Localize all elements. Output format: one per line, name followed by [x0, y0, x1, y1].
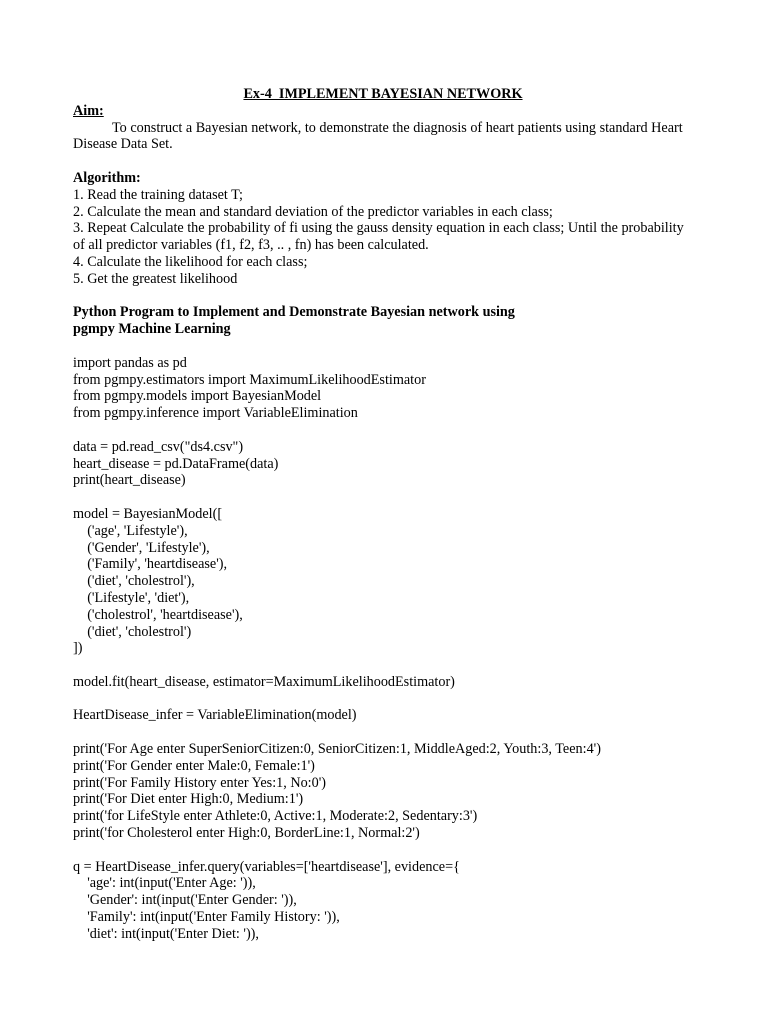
code-line: from pgmpy.models import BayesianModel — [73, 388, 322, 405]
code-line: print('for Cholesterol enter High:0, BorderLine:1, Normal:2') — [73, 825, 420, 842]
code-line: ('Lifestyle', 'diet'), — [73, 589, 190, 606]
code-line: ('diet', 'cholestrol') — [73, 623, 192, 640]
aim-text: To construct a Bayesian network, to demonstrate the diagnosis of heart patients using standard Heart Disease Data Set. — [73, 119, 683, 153]
code-line: print('for LifeStyle enter Athlete:0, Active:1, Moderate:2, Sedentary:3') — [73, 808, 478, 825]
spacer — [73, 842, 693, 859]
algorithm-step: 3. Repeat Calculate the probability of fi using the gauss density equation in each class; Until the probability of all predictor variables (f1, f2, f3, .. , fn) has been calculated. — [73, 220, 684, 254]
code-line: ('Family', 'heartdisease'), — [73, 556, 228, 573]
code-line: from pgmpy.estimators import MaximumLikelihoodEstimator — [73, 371, 426, 388]
code-line: print('For Gender enter Male:0, Female:1') — [73, 757, 315, 774]
code-line: model.fit(heart_disease, estimator=MaximumLikelihoodEstimator) — [73, 673, 455, 690]
algorithm-step: 2. Calculate the mean and standard deviation of the predictor variables in each class; — [73, 203, 553, 220]
program-heading: pgmpy Machine Learning — [73, 321, 231, 338]
algorithm-step: 4. Calculate the likelihood for each class; — [73, 253, 308, 270]
program-heading: Python Program to Implement and Demonstrate Bayesian network using — [73, 304, 515, 321]
code-listing — [73, 338, 693, 943]
code-line: 'diet': int(input('Enter Diet: ')), — [73, 925, 259, 942]
code-line: 'age': int(input('Enter Age: ')), — [73, 875, 256, 892]
spacer — [73, 153, 693, 170]
spacer — [73, 422, 693, 439]
spacer — [73, 338, 693, 355]
spacer — [73, 691, 693, 708]
code-line: model = BayesianModel([ — [73, 505, 223, 522]
algorithm-heading: Algorithm: — [73, 169, 141, 186]
code-line: HeartDisease_infer = VariableElimination(model) — [73, 707, 357, 724]
code-line: from pgmpy.inference import VariableElimination — [73, 405, 358, 422]
code-line: ('Gender', 'Lifestyle'), — [73, 539, 210, 556]
code-line: ('diet', 'cholestrol'), — [73, 573, 195, 590]
code-line: 'Gender': int(input('Enter Gender: ')), — [73, 892, 297, 909]
code-line: ('cholestrol', 'heartdisease'), — [73, 606, 243, 623]
code-line: ('age', 'Lifestyle'), — [73, 522, 188, 539]
code-line: print('For Age enter SuperSeniorCitizen:0, SeniorCitizen:1, MiddleAged:2, Youth:3, Teen:4') — [73, 741, 601, 758]
spacer — [73, 489, 693, 506]
code-line: print('For Diet enter High:0, Medium:1') — [73, 791, 304, 808]
code-line: data = pd.read_csv("ds4.csv") — [73, 438, 244, 455]
aim-heading: Aim: — [73, 102, 104, 119]
code-line: 'Family': int(input('Enter Family History: ')), — [73, 909, 340, 926]
spacer — [73, 657, 693, 674]
code-line: q = HeartDisease_infer.query(variables=['heartdisease'], evidence={ — [73, 858, 460, 875]
algorithm-step: 1. Read the training dataset T; — [73, 186, 243, 203]
document-content — [73, 86, 693, 943]
code-line: import pandas as pd — [73, 354, 187, 371]
algorithm-step: 5. Get the greatest likelihood — [73, 270, 238, 287]
code-line: print(heart_disease) — [73, 472, 186, 489]
document-title: Ex-4 IMPLEMENT BAYESIAN NETWORK — [243, 86, 523, 102]
spacer — [73, 288, 693, 305]
code-line: heart_disease = pd.DataFrame(data) — [73, 455, 279, 472]
code-line: ]) — [73, 640, 83, 657]
spacer — [73, 724, 693, 741]
code-line: print('For Family History enter Yes:1, No:0') — [73, 774, 326, 791]
